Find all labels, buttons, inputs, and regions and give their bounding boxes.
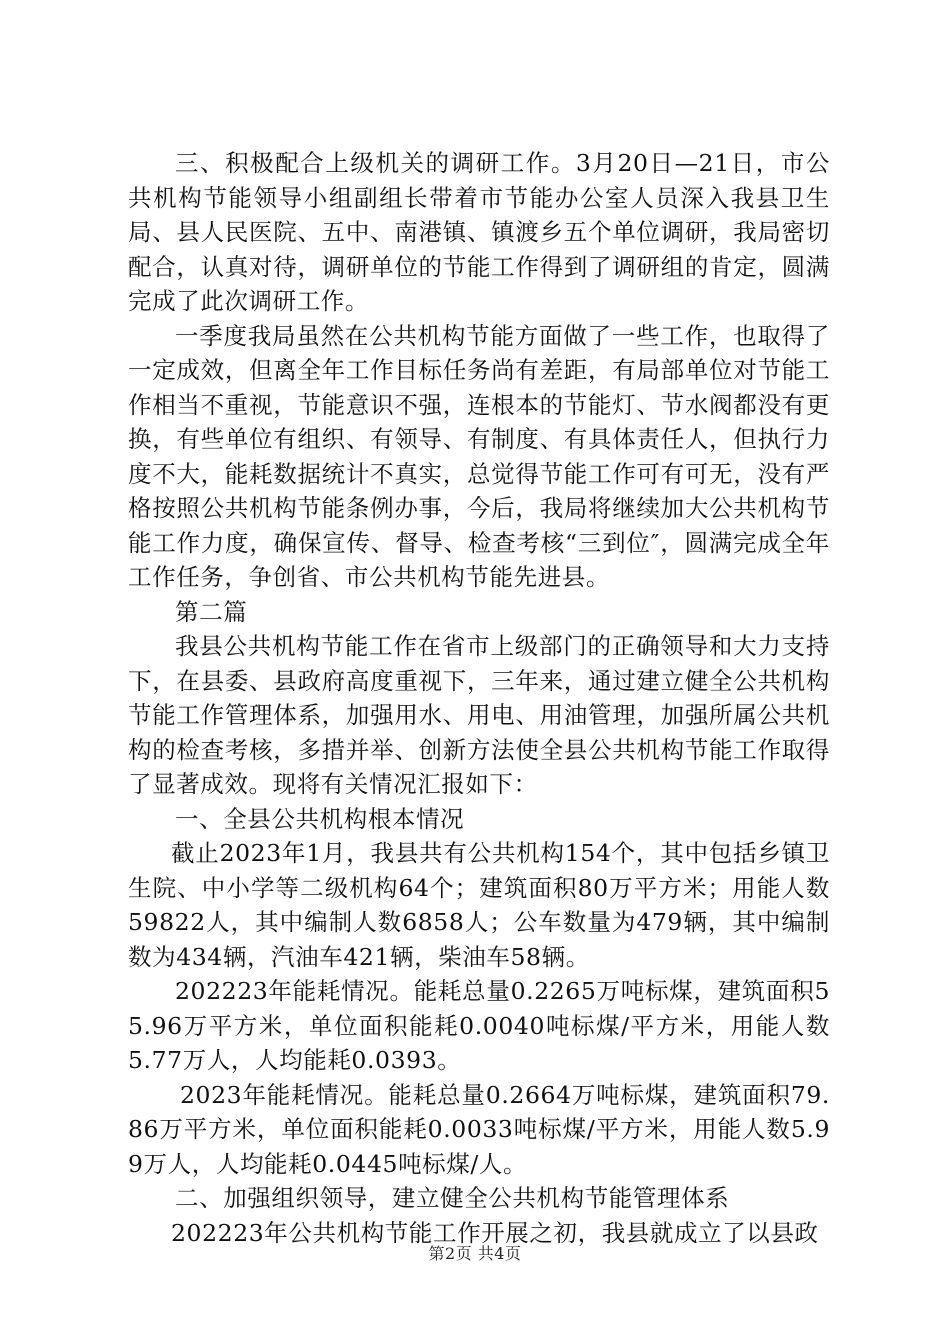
- paragraph-first-quarter-summary: 一季度我局虽然在公共机构节能方面做了一些工作，也取得了一定成效，但离全年工作目标任务尚有差距，有局部单位对节能工作相当不重视，节能意识不强，连根本的节能灯、节水阀都没有更换，有些单位有组织、有领导、有制度、有具体责任人，但执行力度不大，能耗数据统计不真实，总觉得节能工作可有可无，没有严格按照公共机构节能条例办事，今后，我局将继续加大公共机构节能工作力度，确保宣传、督导、检查考核“三到位″，圆满完成全年工作任务，争创省、市公共机构节能先进县。: [128, 321, 830, 591]
- section-heading-part-two: 第二篇: [175, 597, 248, 626]
- heading-organization-leadership: 二、加强组织领导，建立健全公共机构节能管理体系: [175, 1184, 730, 1212]
- paragraph-energy-prior-year: 202223年能耗情况。能耗总量0.2265万吨标煤，建筑面积55.96万平方米，单位面积能耗0.0040吨标煤/平方米，用能人数5.77万人，人均能耗0.0393。: [128, 977, 830, 1074]
- paragraph-part-two-intro: 我县公共机构节能工作在省市上级部门的正确领导和大力支持下，在县委、县政府高度重视下，三年来，通过建立健全公共机构节能工作管理体系，加强用水、用电、用油管理，加强所属公共机构的检查考核，多措并举、创新方法使全县公共机构节能工作取得了显著成效。现将有关情况汇报如下：: [128, 632, 830, 798]
- heading-basic-situation: 一、全县公共机构根本情况: [175, 804, 465, 833]
- paragraph-energy-2023: 2023年能耗情况。能耗总量0.2664万吨标煤，建筑面积79.86万平方米，单位面积能耗0.0033吨标煤/平方米，用能人数5.99万人，人均能耗0.0445吨标煤/人。: [128, 1080, 830, 1178]
- page-number-footer: 第2页 共4页: [428, 1244, 522, 1263]
- paragraph-organization-start: 202223年公共机构节能工作开展之初，我县就成立了以县政: [171, 1218, 819, 1247]
- document-body: [128, 146, 830, 1250]
- paragraph-institution-statistics: 截止2023年1月，我县共有公共机构154个，其中包括乡镇卫生院、中小学等二级机构64个；建筑面积80万平方米；用能人数59822人，其中编制人数6858人；公车数量为479辆，其中编制数为434辆，汽油车421辆，柴油车58辆。: [128, 839, 830, 971]
- paragraph-research-cooperation: 三、积极配合上级机关的调研工作。3月20日—21日，市公共机构节能领导小组副组长带着市节能办公室人员深入我县卫生局、县人民医院、五中、南港镇、镇渡乡五个单位调研，我局密切配合，认真对待，调研单位的节能工作得到了调研组的肯定，圆满完成了此次调研工作。: [128, 149, 830, 315]
